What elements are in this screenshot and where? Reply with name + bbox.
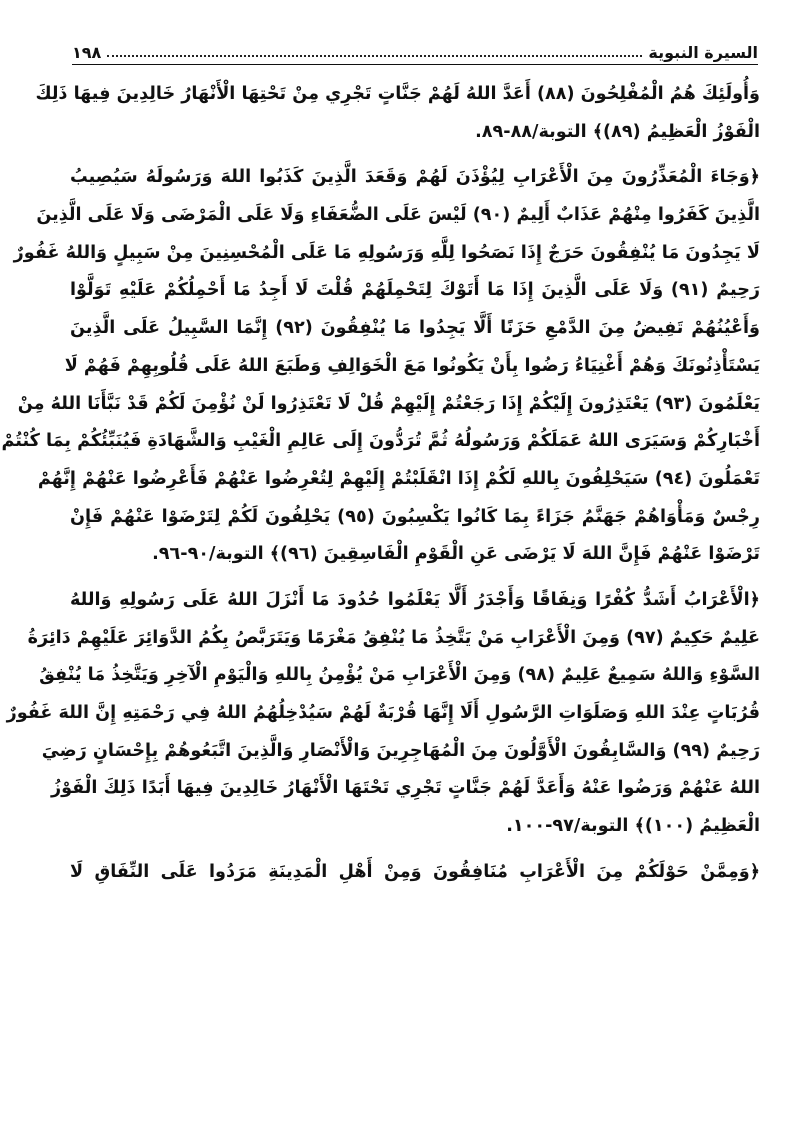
paragraph	[70, 854, 760, 892]
paragraph	[35, 76, 760, 151]
text-line: رِجْسٌ وَمَأْوَاهُمْ جَهَنَّمُ جَزَاءً بِمَا كَانُوا يَكْسِبُونَ (٩٥) يَحْلِفُونَ لَكُمْ لِتَرْضَوْا عَنْهُمْ فَإِنْ	[70, 506, 760, 527]
paragraph	[1, 159, 760, 574]
text-line: الَّذِينَ كَفَرُوا مِنْهُمْ عَذَابٌ أَلِيمٌ (٩٠) لَيْسَ عَلَى الضُّعَفَاءِ وَلَا عَلَى الْمَرْضَى وَلَا عَلَى الَّذِينَ	[36, 205, 760, 226]
header-rule	[72, 64, 758, 65]
text-line: الْفَوْزُ الْعَظِيمُ (٨٩)﴾ التوبة/٨٨-٨٩.	[475, 121, 760, 142]
text-line: ﴿وَمِمَّنْ حَوْلَكُمْ مِنَ الْأَعْرَابِ مُنَافِقُونَ وَمِنْ أَهْلِ الْمَدِينَةِ مَرَدُوا عَلَى النِّفَاقِ لَا	[70, 861, 760, 882]
text-line: رَحِيمٌ (٩١) وَلَا عَلَى الَّذِينَ إِذَا مَا أَتَوْكَ لِتَحْمِلَهُمْ قُلْتَ لَا أَجِدُ مَا أَحْمِلُكُمْ عَلَيْهِ تَوَلَّوْا	[70, 280, 760, 301]
text-line: رَحِيمٌ (٩٩) وَالسَّابِقُونَ الْأَوَّلُونَ مِنَ الْمُهَاجِرِينَ وَالْأَنْصَارِ وَالَّذِينَ اتَّبَعُوهُمْ بِإِحْسَانٍ رَضِيَ	[41, 740, 760, 761]
text-line: السَّوْءِ وَاللهُ سَمِيعٌ عَلِيمٌ (٩٨) وَمِنَ الْأَعْرَابِ مَنْ يُؤْمِنُ بِاللهِ وَالْيَوْمِ الْآخِرِ وَيَتَّخِذُ مَا يُنْفِقُ	[39, 665, 760, 686]
running-header	[72, 38, 758, 62]
text-line: تَعْمَلُونَ (٩٤) سَيَحْلِفُونَ بِاللهِ لَكُمْ إِذَا انْقَلَبْتُمْ إِلَيْهِمْ لِتُعْرِضُوا عَنْهُمْ فَأَعْرِضُوا عَنْهُمْ إِنَّهُمْ	[37, 468, 760, 489]
text-line: يَعْلَمُونَ (٩٣) يَعْتَذِرُونَ إِلَيْكُمْ إِذَا رَجَعْتُمْ إِلَيْهِمْ قُلْ لَا تَعْتَذِرُوا لَنْ نُؤْمِنَ لَكُمْ قَدْ نَبَّأَنَا اللهُ مِنْ	[17, 393, 760, 414]
running-title: السيرة النبوية	[648, 43, 758, 62]
text-line: وَأَعْيُنُهُمْ تَفِيضُ مِنَ الدَّمْعِ حَزَنًا أَلَّا يَجِدُوا مَا يُنْفِقُونَ (٩٢) إِنَّمَا السَّبِيلُ عَلَى الَّذِينَ	[70, 318, 760, 339]
text-line: اللهُ عَنْهُمْ وَرَضُوا عَنْهُ وَأَعَدَّ لَهُمْ جَنَّاتٍ تَجْرِي تَحْتَهَا الْأَنْهَارُ خَالِدِينَ فِيهَا أَبَدًا ذَلِكَ الْفَوْزُ	[50, 778, 760, 799]
page-number: ١٩٨	[72, 43, 102, 62]
text-line: لَا يَجِدُونَ مَا يُنْفِقُونَ حَرَجٌ إِذَا نَصَحُوا لِلَّهِ وَرَسُولِهِ مَا عَلَى الْمُحْسِنِينَ مِنْ سَبِيلٍ وَاللهُ غَفُورٌ	[13, 242, 760, 263]
text-line: الْعَظِيمُ (١٠٠)﴾ التوبة/٩٧-١٠٠.	[506, 816, 760, 837]
text-line: وَأُولَئِكَ هُمُ الْمُفْلِحُونَ (٨٨) أَعَدَّ اللهُ لَهُمْ جَنَّاتٍ تَجْرِي مِنْ تَحْتِهَا الْأَنْهَارُ خَالِدِينَ فِيهَا ذَلِكَ	[35, 84, 760, 104]
paragraph	[6, 582, 760, 846]
page-body	[1, 76, 760, 899]
text-line: يَسْتَأْذِنُونَكَ وَهُمْ أَغْنِيَاءُ رَضُوا بِأَنْ يَكُونُوا مَعَ الْخَوَالِفِ وَطَبَعَ اللهُ عَلَى قُلُوبِهِمْ فَهُمْ لَا	[64, 355, 760, 376]
text-line: عَلِيمٌ حَكِيمٌ (٩٧) وَمِنَ الْأَعْرَابِ مَنْ يَتَّخِذُ مَا يُنْفِقُ مَغْرَمًا وَيَتَرَبَّصُ بِكُمُ الدَّوَائِرَ عَلَيْهِمْ دَائِرَةُ	[27, 627, 760, 648]
text-line: أَخْبَارِكُمْ وَسَيَرَى اللهُ عَمَلَكُمْ وَرَسُولُهُ ثُمَّ تُرَدُّونَ إِلَى عَالِمِ الْغَيْبِ وَالشَّهَادَةِ فَيُنَبِّئُكُمْ بِمَا كُنْتُمْ	[1, 431, 760, 452]
text-line: قُرُبَاتٍ عِنْدَ اللهِ وَصَلَوَاتِ الرَّسُولِ أَلَا إِنَّهَا قُرْبَةٌ لَهُمْ سَيُدْخِلُهُمُ اللهُ فِي رَحْمَتِهِ إِنَّ اللهَ غَفُورٌ	[6, 703, 760, 723]
text-line: ﴿الْأَعْرَابُ أَشَدُّ كُفْرًا وَنِفَاقًا وَأَجْدَرُ أَلَّا يَعْلَمُوا حُدُودَ مَا أَنْزَلَ اللهُ عَلَى رَسُولِهِ وَاللهُ	[70, 589, 760, 610]
dotted-leader	[107, 55, 642, 57]
text-line: تَرْضَوْا عَنْهُمْ فَإِنَّ اللهَ لَا يَرْضَى عَنِ الْقَوْمِ الْفَاسِقِينَ (٩٦)﴾ التوبة/٩٠-٩٦.	[152, 544, 760, 565]
text-line: ﴿وَجَاءَ الْمُعَذِّرُونَ مِنَ الْأَعْرَابِ لِيُؤْذَنَ لَهُمْ وَقَعَدَ الَّذِينَ كَذَبُوا اللهَ وَرَسُولَهُ سَيُصِيبُ	[70, 167, 760, 188]
